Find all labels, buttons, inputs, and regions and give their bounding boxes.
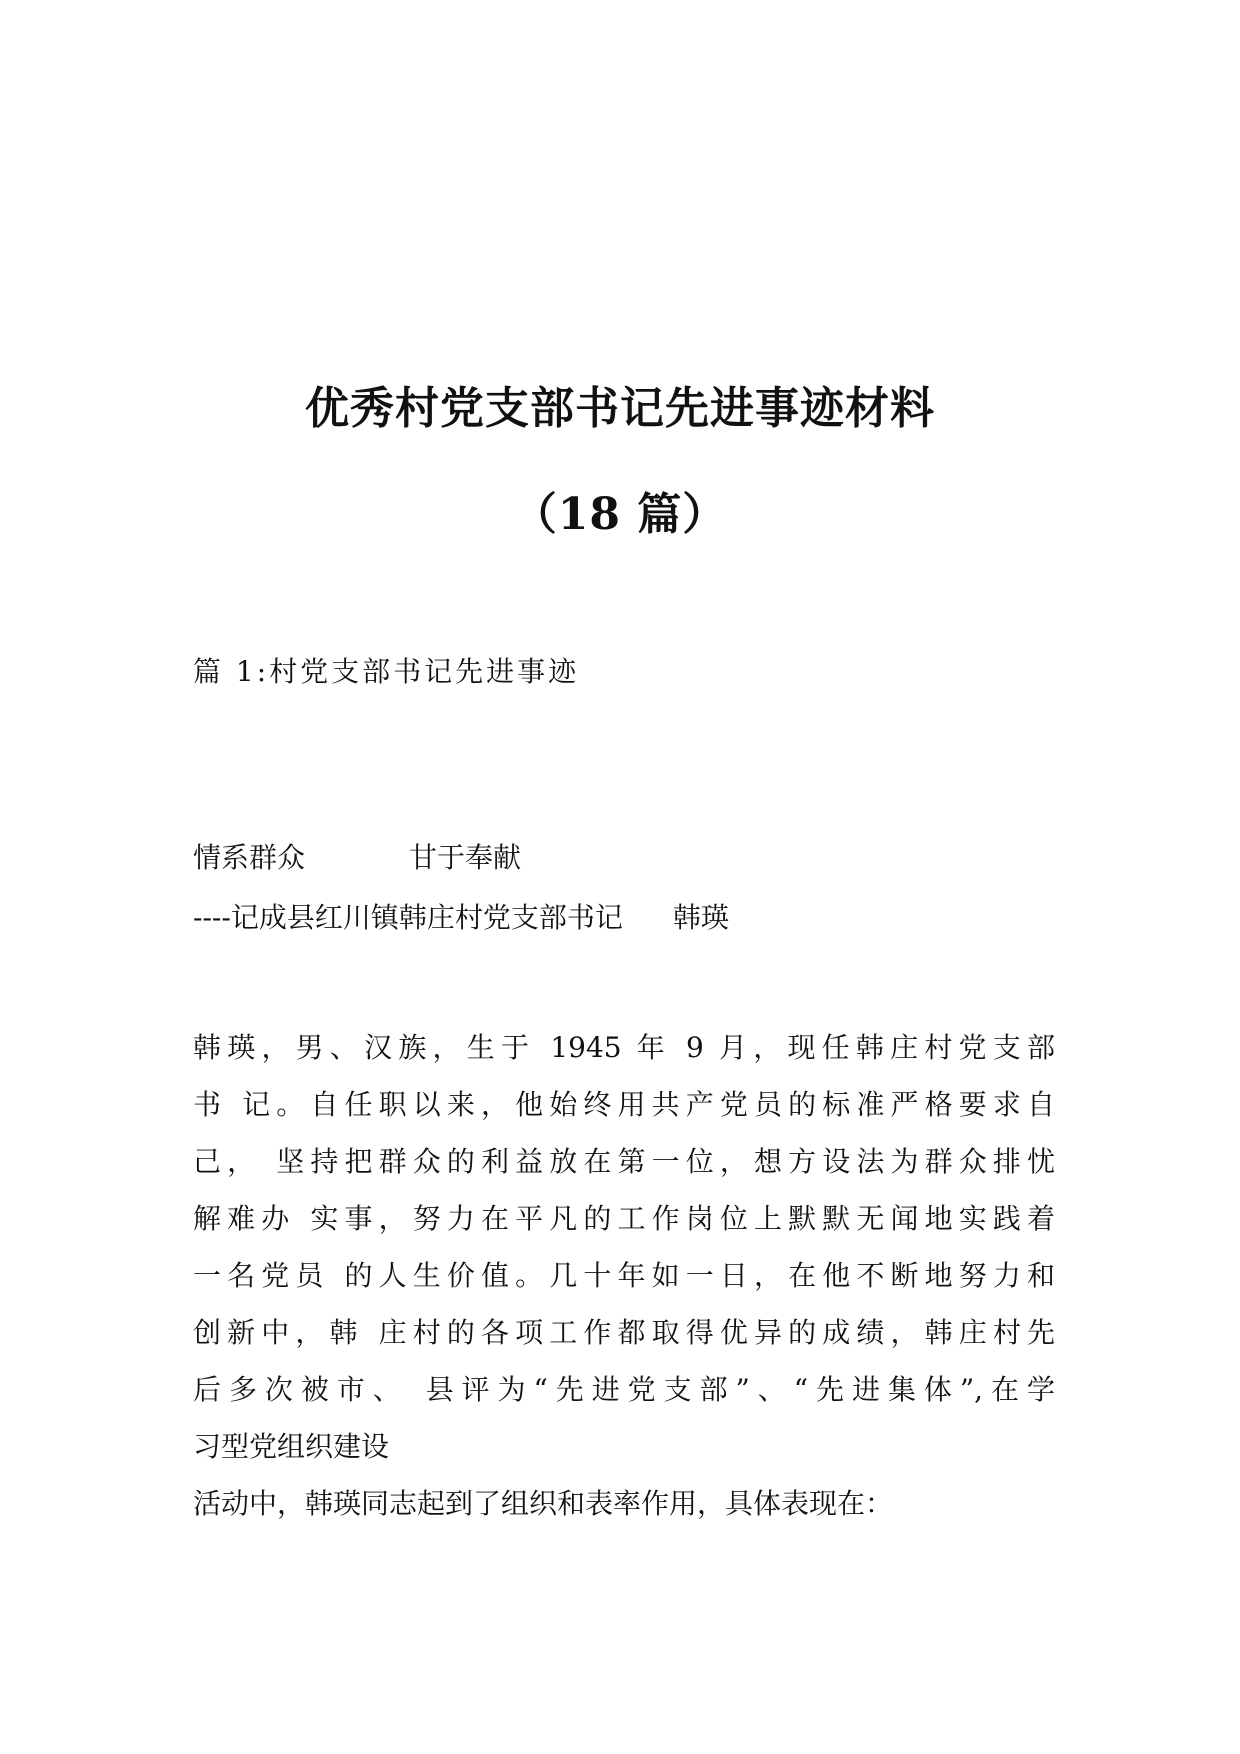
- article-byline: [193, 898, 729, 938]
- body-line: 解难办 实事，努力在平凡的工作岗位上默默无闻地实践着: [193, 1202, 1055, 1235]
- body-line: 创新中，韩 庄村的各项工作都取得优异的成绩，韩庄村先: [193, 1316, 1055, 1349]
- body-line: 后多次被市、 县评为“先进党支部”、“先进集体”,在学: [193, 1373, 1055, 1406]
- document-title: 优秀村党支部书记先进事迹材料: [305, 383, 935, 434]
- byline-name: 韩瑛: [672, 901, 729, 934]
- document-title-count: （18 篇）: [512, 489, 728, 540]
- body-line: 活动中，韩瑛同志起到了组织和表率作用，具体表现在：: [193, 1487, 894, 1520]
- chapter-heading: 篇 1:村党支部书记先进事迹: [193, 655, 580, 688]
- byline-text: ----记成县红川镇韩庄村党支部书记: [193, 901, 623, 934]
- body-line: 书 记。自任职以来，他始终用共产党员的标准严格要求自: [193, 1088, 1055, 1121]
- body-line: 一名党员 的人生价值。几十年如一日，在他不断地努力和: [193, 1259, 1055, 1292]
- body-line: 韩瑛，男、汉族，生于 1945 年 9 月，现任韩庄村党支部: [193, 1031, 1055, 1064]
- article-subtitle: [193, 838, 521, 878]
- body-line: 己， 坚持把群众的利益放在第一位，想方设法为群众排忧: [193, 1145, 1055, 1178]
- subtitle-part-2: 甘于奉献: [409, 841, 522, 874]
- subtitle-part-1: 情系群众: [193, 841, 306, 874]
- body-line: 习型党组织建设: [193, 1430, 390, 1463]
